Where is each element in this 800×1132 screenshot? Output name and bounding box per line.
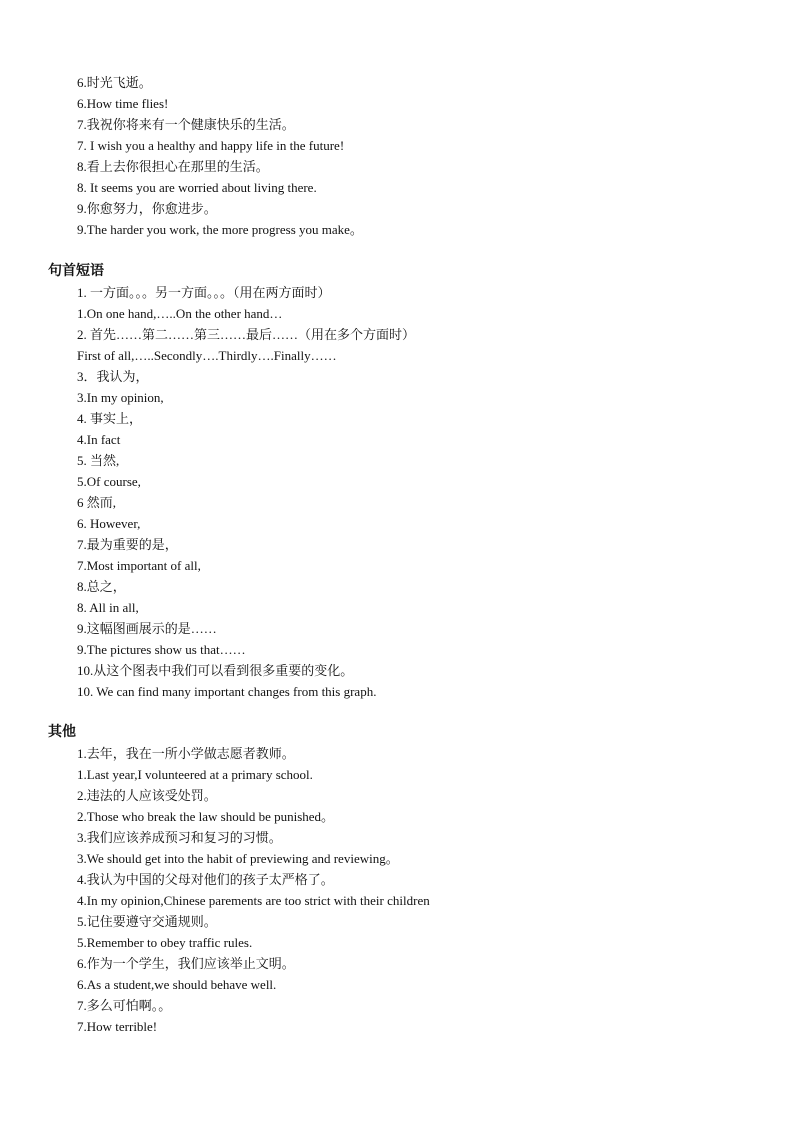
text-line: 7. I wish you a healthy and happy life in the future! (77, 138, 345, 153)
text-line: 3.In my opinion, (77, 390, 164, 405)
text-line: 8.看上去你很担心在那里的生活。 (77, 159, 269, 174)
text-line: 2. 首先……第二……第三……最后……（用在多个方面时） (77, 327, 416, 342)
text-line: 6.How time flies! (77, 96, 169, 111)
text-line: 7.How terrible! (77, 1019, 158, 1034)
text-line: 6.作为一个学生，我们应该举止文明。 (77, 956, 295, 971)
text-line: 2.违法的人应该受处罚。 (77, 788, 217, 803)
text-line: 5.Of course, (77, 474, 141, 489)
text-line: 2.Those who break the law should be punished。 (77, 809, 335, 824)
text-line: 7.最为重要的是， (77, 537, 178, 552)
text-line: 8. It seems you are worried about living there. (77, 180, 317, 195)
text-line: 9.你愈努力，你愈进步。 (77, 201, 217, 216)
opening-phrases-list (0, 282, 800, 702)
text-line: 9.The pictures show us that…… (77, 642, 246, 657)
text-line: 6.As a student,we should behave well. (77, 977, 277, 992)
text-line: 1. 一方面。。。另一方面。。。（用在两方面时） (77, 285, 331, 300)
text-line: 10. We can find many important changes from this graph. (77, 684, 377, 699)
text-line: 8.总之， (77, 579, 126, 594)
text-line: First of all,…..Secondly….Thirdly….Finally…… (77, 348, 337, 363)
text-line: 3.我们应该养成预习和复习的习惯。 (77, 830, 282, 845)
text-line: 4.我认为中国的父母对他们的孩子太严格了。 (77, 872, 334, 887)
text-line: 7.多么可怕啊。。 (77, 998, 172, 1013)
section-heading-opening-phrases: 句首短语 (48, 263, 104, 279)
text-line: 4.In my opinion,Chinese parements are too strict with their children (77, 893, 430, 908)
text-line: 6.时光飞逝。 (77, 75, 152, 90)
text-line: 6 然而, (77, 495, 117, 510)
sentence-list-continued (0, 72, 800, 240)
text-line: 5.Remember to obey traffic rules. (77, 935, 253, 950)
text-line: 8. All in all, (77, 600, 139, 615)
text-line: 3．我认为， (77, 369, 149, 384)
text-line: 4.In fact (77, 432, 121, 447)
section-heading-other: 其他 (48, 724, 76, 740)
text-line: 10.从这个图表中我们可以看到很多重要的变化。 (77, 663, 354, 678)
text-line: 5. 当然, (77, 453, 120, 468)
text-line: 9.The harder you work, the more progress you make。 (77, 222, 363, 237)
text-line: 5.记住要遵守交通规则。 (77, 914, 217, 929)
text-line: 1.去年，我在一所小学做志愿者教师。 (77, 746, 295, 761)
text-line: 1.On one hand,…..On the other hand… (77, 306, 283, 321)
other-sentences-list (0, 743, 800, 1037)
text-line: 6. However, (77, 516, 141, 531)
text-line: 7.Most important of all, (77, 558, 201, 573)
text-line: 4. 事实上， (77, 411, 143, 426)
text-line: 9.这幅图画展示的是…… (77, 621, 217, 636)
text-line: 7.我祝你将来有一个健康快乐的生活。 (77, 117, 295, 132)
text-line: 3.We should get into the habit of previewing and reviewing。 (77, 851, 399, 866)
text-line: 1.Last year,I volunteered at a primary school. (77, 767, 313, 782)
